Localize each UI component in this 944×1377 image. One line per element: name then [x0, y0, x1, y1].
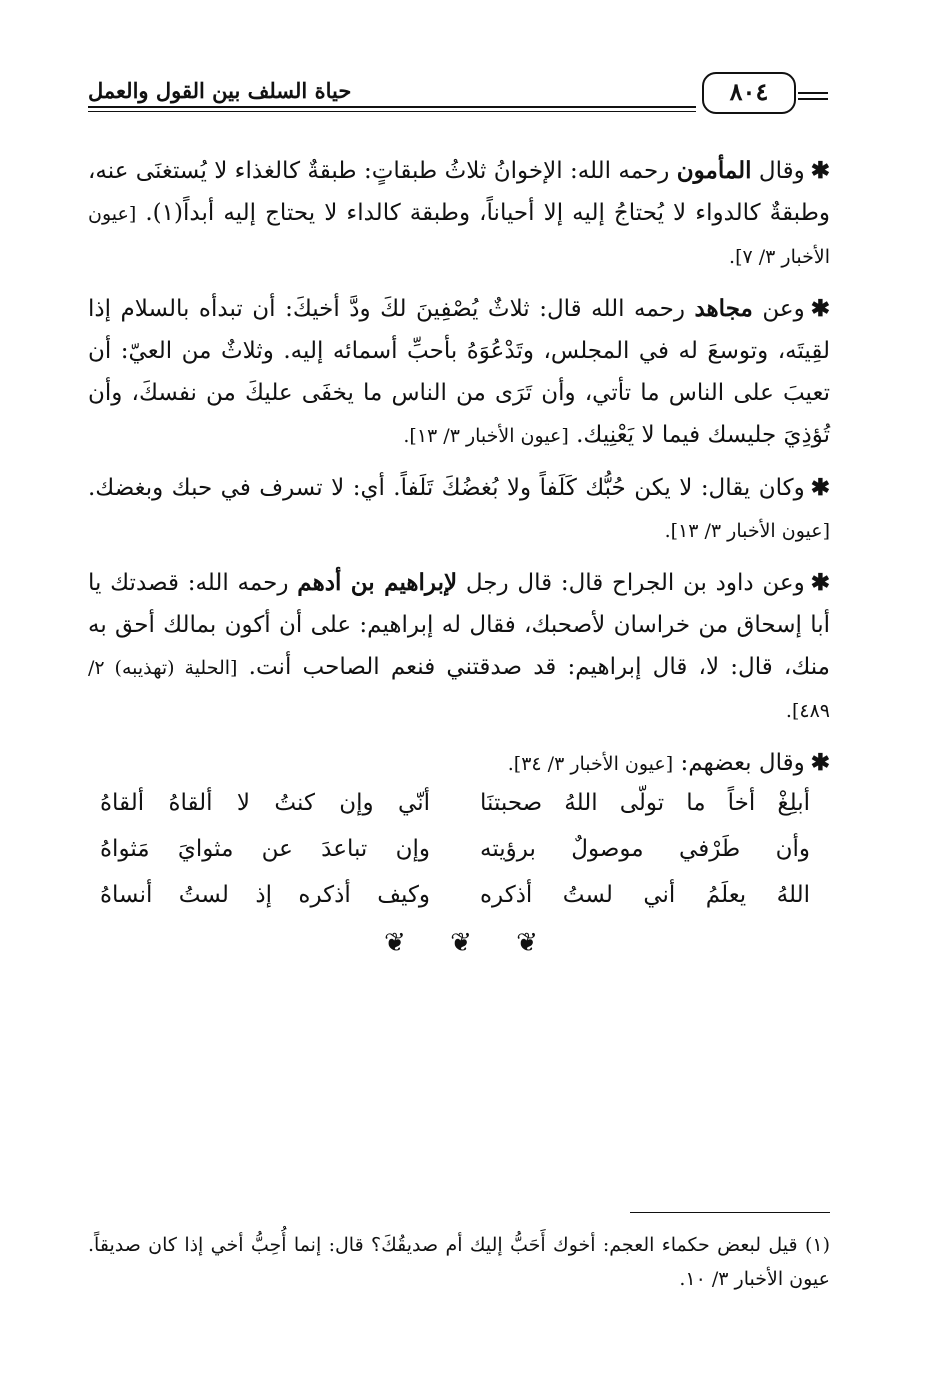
paragraph-text: وعن: [752, 296, 805, 322]
poem-verse: [100, 780, 810, 826]
poem: [100, 780, 810, 918]
ornament-divider: ❦ ❦ ❦: [384, 928, 556, 958]
verse-second-hemistich: وإن تباعدَ عن مثوايَ مَثواهُ: [100, 836, 430, 862]
paragraph-text: رحمه الله قال: ثلاثٌ يُصْفِينَ لكَ ودَّ أخيكَ: أن تبدأه بالسلام إذا لقِيتَه، وتوسعَ له في المجلس، وتَدْعُوَهُ بأحبِّ أسمائه إليه. وثلاثٌ من العيّ: أن تعيبَ على الناس ما تأتي، وأن تَرَى من الناس ما يخفَى عليكَ من نفسكَ، وأن تُؤذِيَ جليسك فيما لا يَعْنِيك.: [88, 296, 830, 448]
paragraph-text: (١): [152, 200, 183, 226]
verse-second-hemistich: وكيف أذكره إذ لستُ أنساهُ: [100, 882, 430, 908]
paragraph-text: وقال بعضهم:: [673, 750, 805, 776]
bullet-star-icon: ✱: [810, 157, 830, 184]
header-dash-lower: [798, 98, 828, 100]
header-rule-thin: [88, 111, 696, 112]
poem-verse: [100, 872, 810, 918]
page-number: ٨٠٤: [702, 72, 796, 114]
bullet-star-icon: ✱: [810, 295, 830, 322]
verse-first-hemistich: اللهُ يعلَمُ أني لستُ أذكره: [480, 882, 810, 908]
footnote-text: قيل لبعض حكماء العجم: أخوك أَحَبُّ إليك أم صديقُكَ؟ قال: إنما أُحِبُّ أخي إذا كان صديقاً. عيون الأخبار ٣/ ١٠.: [88, 1234, 830, 1290]
paragraph-text: رحمه الله: الإخوانُ ثلاثُ طبقاتٍ: طبقةٌ كالغذاء لا يُستغنَى عنه، وطبقةٌ كالدواء لا يُحتاجُ إليه إلا أحياناً، وطبقة كالداء لا يحتاج إليه أبداً: [88, 158, 831, 226]
paragraph-text: وكان يقال: لا يكن حُبُّك كَلَفاً ولا بُغضُكَ تَلَفاً. أي: لا تسرف في حبك وبغضك.: [88, 475, 805, 501]
name-highlight: مجاهد: [694, 295, 753, 322]
paragraph: [88, 150, 830, 278]
source-reference: [عيون الأخبار ٣/ ٧].: [88, 203, 830, 268]
source-reference: [عيون الأخبار ٣/ ٣٤].: [507, 753, 674, 775]
paragraph-text: وعن داود بن الجراح قال: قال رجل: [457, 570, 805, 596]
running-title: حياة السلف بين القول والعمل: [88, 78, 352, 103]
paragraph: [88, 742, 830, 785]
bullet-star-icon: ✱: [810, 569, 831, 596]
paragraph-text: .: [136, 200, 153, 226]
source-reference: [عيون الأخبار ٣/ ١٣].: [403, 425, 569, 447]
paragraph-text: رحمه الله: قصدتك يا أبا إسحاق من خراسان لأصحبك، فقال له إبراهيم: على أن أكون بمالك أحق به منك، قال: لا، قال إبراهيم: قد صدقتني فنعم الصاحب أنت.: [88, 570, 830, 680]
footnote-rule: [630, 1212, 830, 1213]
header-rule: [88, 106, 696, 108]
main-text: [88, 150, 830, 795]
bullet-star-icon: ✱: [810, 749, 830, 776]
source-reference: [الحلية (تهذيبه) ٢/ ٤٨٩].: [88, 657, 830, 722]
name-highlight: لإبراهيم بن أدهم: [297, 569, 458, 596]
paragraph: [88, 467, 830, 552]
source-reference: [عيون الأخبار ٣/ ١٣].: [664, 520, 830, 542]
verse-second-hemistich: أنّي وإن كنتُ لا ألقاهُ ألقاهُ: [100, 790, 430, 816]
paragraph: [88, 562, 830, 732]
footnote-marker: (١): [804, 1234, 830, 1256]
footnote: [88, 1228, 830, 1296]
poem-verse: [100, 826, 810, 872]
paragraph: [88, 288, 830, 457]
verse-first-hemistich: أبلِغْ أخاً ما تولّى اللهُ صحبتنَا: [480, 790, 810, 816]
paragraph-text: وقال: [751, 158, 805, 184]
page-header: [88, 70, 830, 126]
name-highlight: المأمون: [676, 157, 752, 184]
bullet-star-icon: ✱: [810, 474, 830, 501]
verse-first-hemistich: وأن طَرْفي موصولٌ برؤيته: [480, 836, 810, 862]
header-dash: [798, 92, 828, 94]
